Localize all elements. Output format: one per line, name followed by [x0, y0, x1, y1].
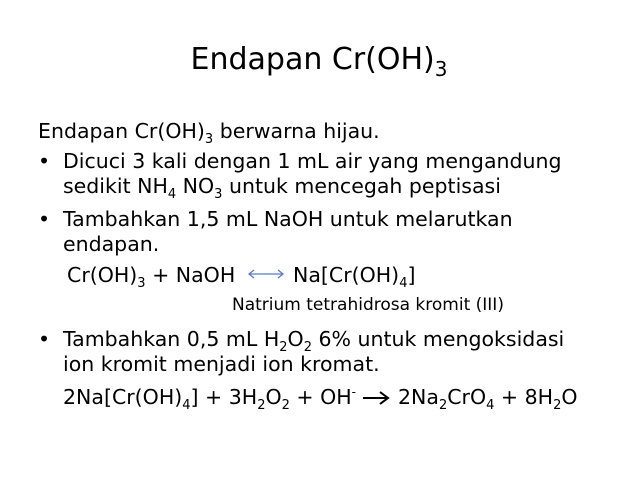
- b1-subscript-1: 4: [167, 187, 177, 202]
- product-name-label: Natrium tetrahidrosa kromit (III): [232, 295, 504, 315]
- b3-subscript-1: 2: [279, 340, 288, 355]
- eq1-left-a: Cr(OH): [67, 263, 138, 287]
- eq1-right-a: Na[Cr(OH): [293, 263, 400, 287]
- bullet-marker-3: •: [38, 327, 51, 351]
- eq2-part-7: + 8H: [494, 385, 554, 409]
- b1-text-a: sedikit NH: [63, 174, 168, 198]
- intro-text-a: Endapan Cr(OH): [38, 119, 205, 143]
- title-subscript: 3: [434, 57, 448, 81]
- eq2-part-3: O: [265, 385, 282, 409]
- slide-title: [0, 40, 638, 80]
- eq2-part-1: 2Na[Cr(OH): [63, 385, 183, 409]
- equilibrium-arrow-icon: [246, 268, 286, 280]
- bullet-1-line-1: Dicuci 3 kali dengan 1 mL air yang mengandung: [63, 149, 562, 173]
- eq1-left-b: + NaOH: [145, 263, 236, 287]
- bullet-marker-2: •: [38, 207, 51, 231]
- equation-1-left: [67, 262, 236, 291]
- eq2-sub-1: 4: [182, 398, 191, 413]
- intro-subscript: 3: [204, 132, 214, 147]
- eq2-sub-7: 2: [553, 398, 562, 413]
- eq2-sub-3: 2: [281, 398, 290, 413]
- eq2-part-6: CrO: [447, 385, 487, 409]
- equation-2: [63, 384, 578, 413]
- equation-1-right: [293, 262, 416, 291]
- eq2-superscript: -: [351, 385, 356, 399]
- b1-subscript-2: 3: [214, 187, 223, 202]
- eq1-left-subscript: 3: [137, 276, 146, 291]
- reaction-arrow-icon: [358, 390, 392, 406]
- eq2-part-5: 2Na: [398, 385, 439, 409]
- eq2-sub-2: 2: [257, 398, 266, 413]
- bullet-marker-1: •: [38, 149, 51, 173]
- eq1-right-subscript: 4: [399, 276, 408, 291]
- b1-text-c: untuk mencegah peptisasi: [222, 174, 501, 198]
- eq2-part-8: O: [561, 385, 578, 409]
- bullet-3-line-1: [63, 326, 565, 355]
- eq2-part-2: ] + 3H: [190, 385, 258, 409]
- bullet-3-line-2: ion kromit menjadi ion kromat.: [63, 352, 380, 376]
- eq2-sub-6: 4: [486, 398, 495, 413]
- b3-text-b: O: [287, 327, 304, 351]
- eq1-right-b: ]: [407, 263, 416, 287]
- bullet-1-line-2: [63, 173, 501, 202]
- bullet-2-line-2: endapan.: [63, 232, 160, 256]
- b1-text-b: NO: [176, 174, 215, 198]
- eq2-sub-5: 2: [438, 398, 448, 413]
- bullet-2-line-1: Tambahkan 1,5 mL NaOH untuk melarutkan: [63, 207, 513, 231]
- b3-text-a: Tambahkan 0,5 mL H: [63, 327, 280, 351]
- b3-subscript-2: 2: [303, 340, 312, 355]
- intro-text-b: berwarna hijau.: [213, 119, 380, 143]
- intro-line: [38, 118, 380, 147]
- eq2-part-4: + OH: [289, 385, 352, 409]
- title-text: Endapan Cr(OH): [190, 42, 435, 77]
- b3-text-c: 6% untuk mengoksidasi: [311, 327, 565, 351]
